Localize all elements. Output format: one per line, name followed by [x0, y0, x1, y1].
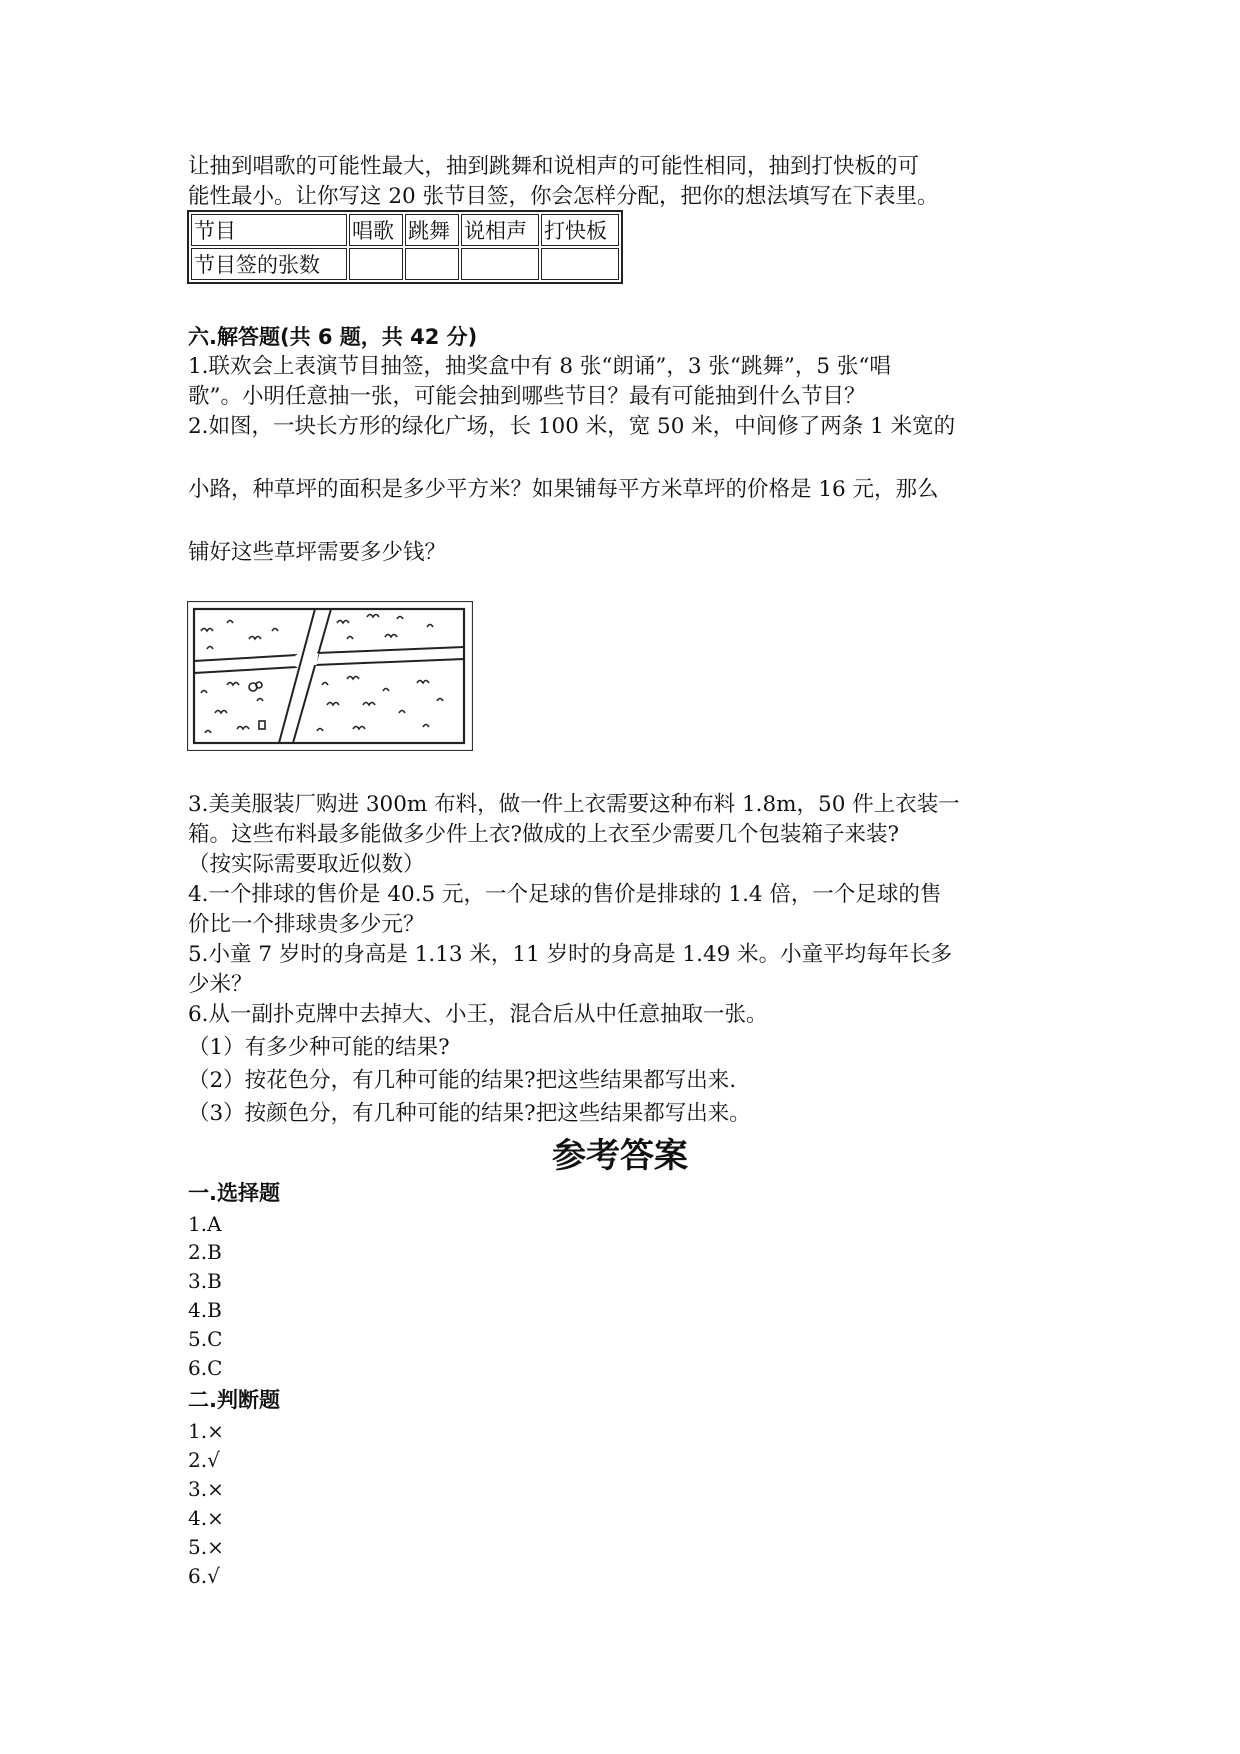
table-cell	[541, 248, 619, 280]
answer-item: 6.√	[188, 1564, 220, 1588]
table-cell: 节目	[191, 214, 347, 246]
table-cell	[405, 248, 459, 280]
table-cell: 唱歌	[349, 214, 403, 246]
question-line: 6.从一副扑克牌中去掉大、小王，混合后从中任意抽取一张。	[188, 1002, 768, 1027]
program-ticket-table	[187, 210, 623, 284]
answer-item: 6.C	[188, 1356, 223, 1380]
answer-item: 3.×	[188, 1477, 224, 1501]
question-line: （按实际需要取近似数）	[188, 852, 425, 877]
intro-line-1: 让抽到唱歌的可能性最大，抽到跳舞和说相声的可能性相同，抽到打快板的可	[188, 154, 920, 179]
question-line: 5.小童 7 岁时的身高是 1.13 米，11 岁时的身高是 1.49 米。小童平均每年长多	[188, 942, 953, 967]
answer-item: 1.A	[188, 1212, 222, 1236]
park-diagram	[187, 601, 473, 751]
question-line: 歌”。小明任意抽一张，可能会抽到哪些节目？最有可能抽到什么节目？	[188, 384, 866, 409]
question-line: 铺好这些草坪需要多少钱？	[188, 540, 447, 565]
question-line: 少米？	[188, 972, 253, 997]
question-line: 箱。这些布料最多能做多少件上衣?做成的上衣至少需要几个包装箱子来装?	[188, 822, 900, 847]
table-cell	[349, 248, 403, 280]
question-line: （2）按花色分，有几种可能的结果?把这些结果都写出来.	[188, 1068, 737, 1093]
answers-title: 参考答案	[552, 1136, 688, 1176]
answer-item: 5.C	[188, 1327, 223, 1351]
question-line: （3）按颜色分，有几种可能的结果?把这些结果都写出来。	[188, 1101, 751, 1126]
answer-item: 4.×	[188, 1506, 224, 1530]
question-line: 3.美美服装厂购进 300m 布料，做一件上衣需要这种布料 1.8m，50 件上衣装一	[188, 792, 960, 817]
question-line: 2.如图，一块长方形的绿化广场，长 100 米，宽 50 米，中间修了两条 1 米宽的	[188, 414, 956, 439]
table-cell	[461, 248, 539, 280]
answer-item: 1.×	[188, 1419, 224, 1443]
answer-item: 5.×	[188, 1535, 224, 1559]
table-row	[191, 248, 619, 280]
answer-item: 2.B	[188, 1240, 222, 1264]
question-line: 1.联欢会上表演节目抽签，抽奖盒中有 8 张“朗诵”，3 张“跳舞”，5 张“唱	[188, 354, 891, 379]
answer-item: 3.B	[188, 1269, 222, 1293]
table-cell: 跳舞	[405, 214, 459, 246]
section-heading: 六.解答题(共 6 题，共 42 分)	[188, 325, 478, 349]
table-cell: 节目签的张数	[191, 248, 347, 280]
answers-part2-heading: 二.判断题	[188, 1388, 280, 1412]
question-line: 价比一个排球贵多少元？	[188, 912, 425, 937]
question-line: 4.一个排球的售价是 40.5 元，一个足球的售价是排球的 1.4 倍，一个足球的售	[188, 882, 942, 907]
table-cell: 打快板	[541, 214, 619, 246]
table-header-row	[191, 214, 619, 246]
answer-item: 4.B	[188, 1298, 222, 1322]
question-line: （1）有多少种可能的结果?	[188, 1035, 450, 1060]
answer-item: 2.√	[188, 1448, 220, 1472]
intro-line-2: 能性最小。让你写这 20 张节目签，你会怎样分配，把你的想法填写在下表里。	[188, 184, 939, 209]
question-line: 小路，种草坪的面积是多少平方米？如果铺每平方米草坪的价格是 16 元，那么	[188, 477, 939, 502]
table-cell: 说相声	[461, 214, 539, 246]
answers-part1-heading: 一.选择题	[188, 1181, 280, 1205]
